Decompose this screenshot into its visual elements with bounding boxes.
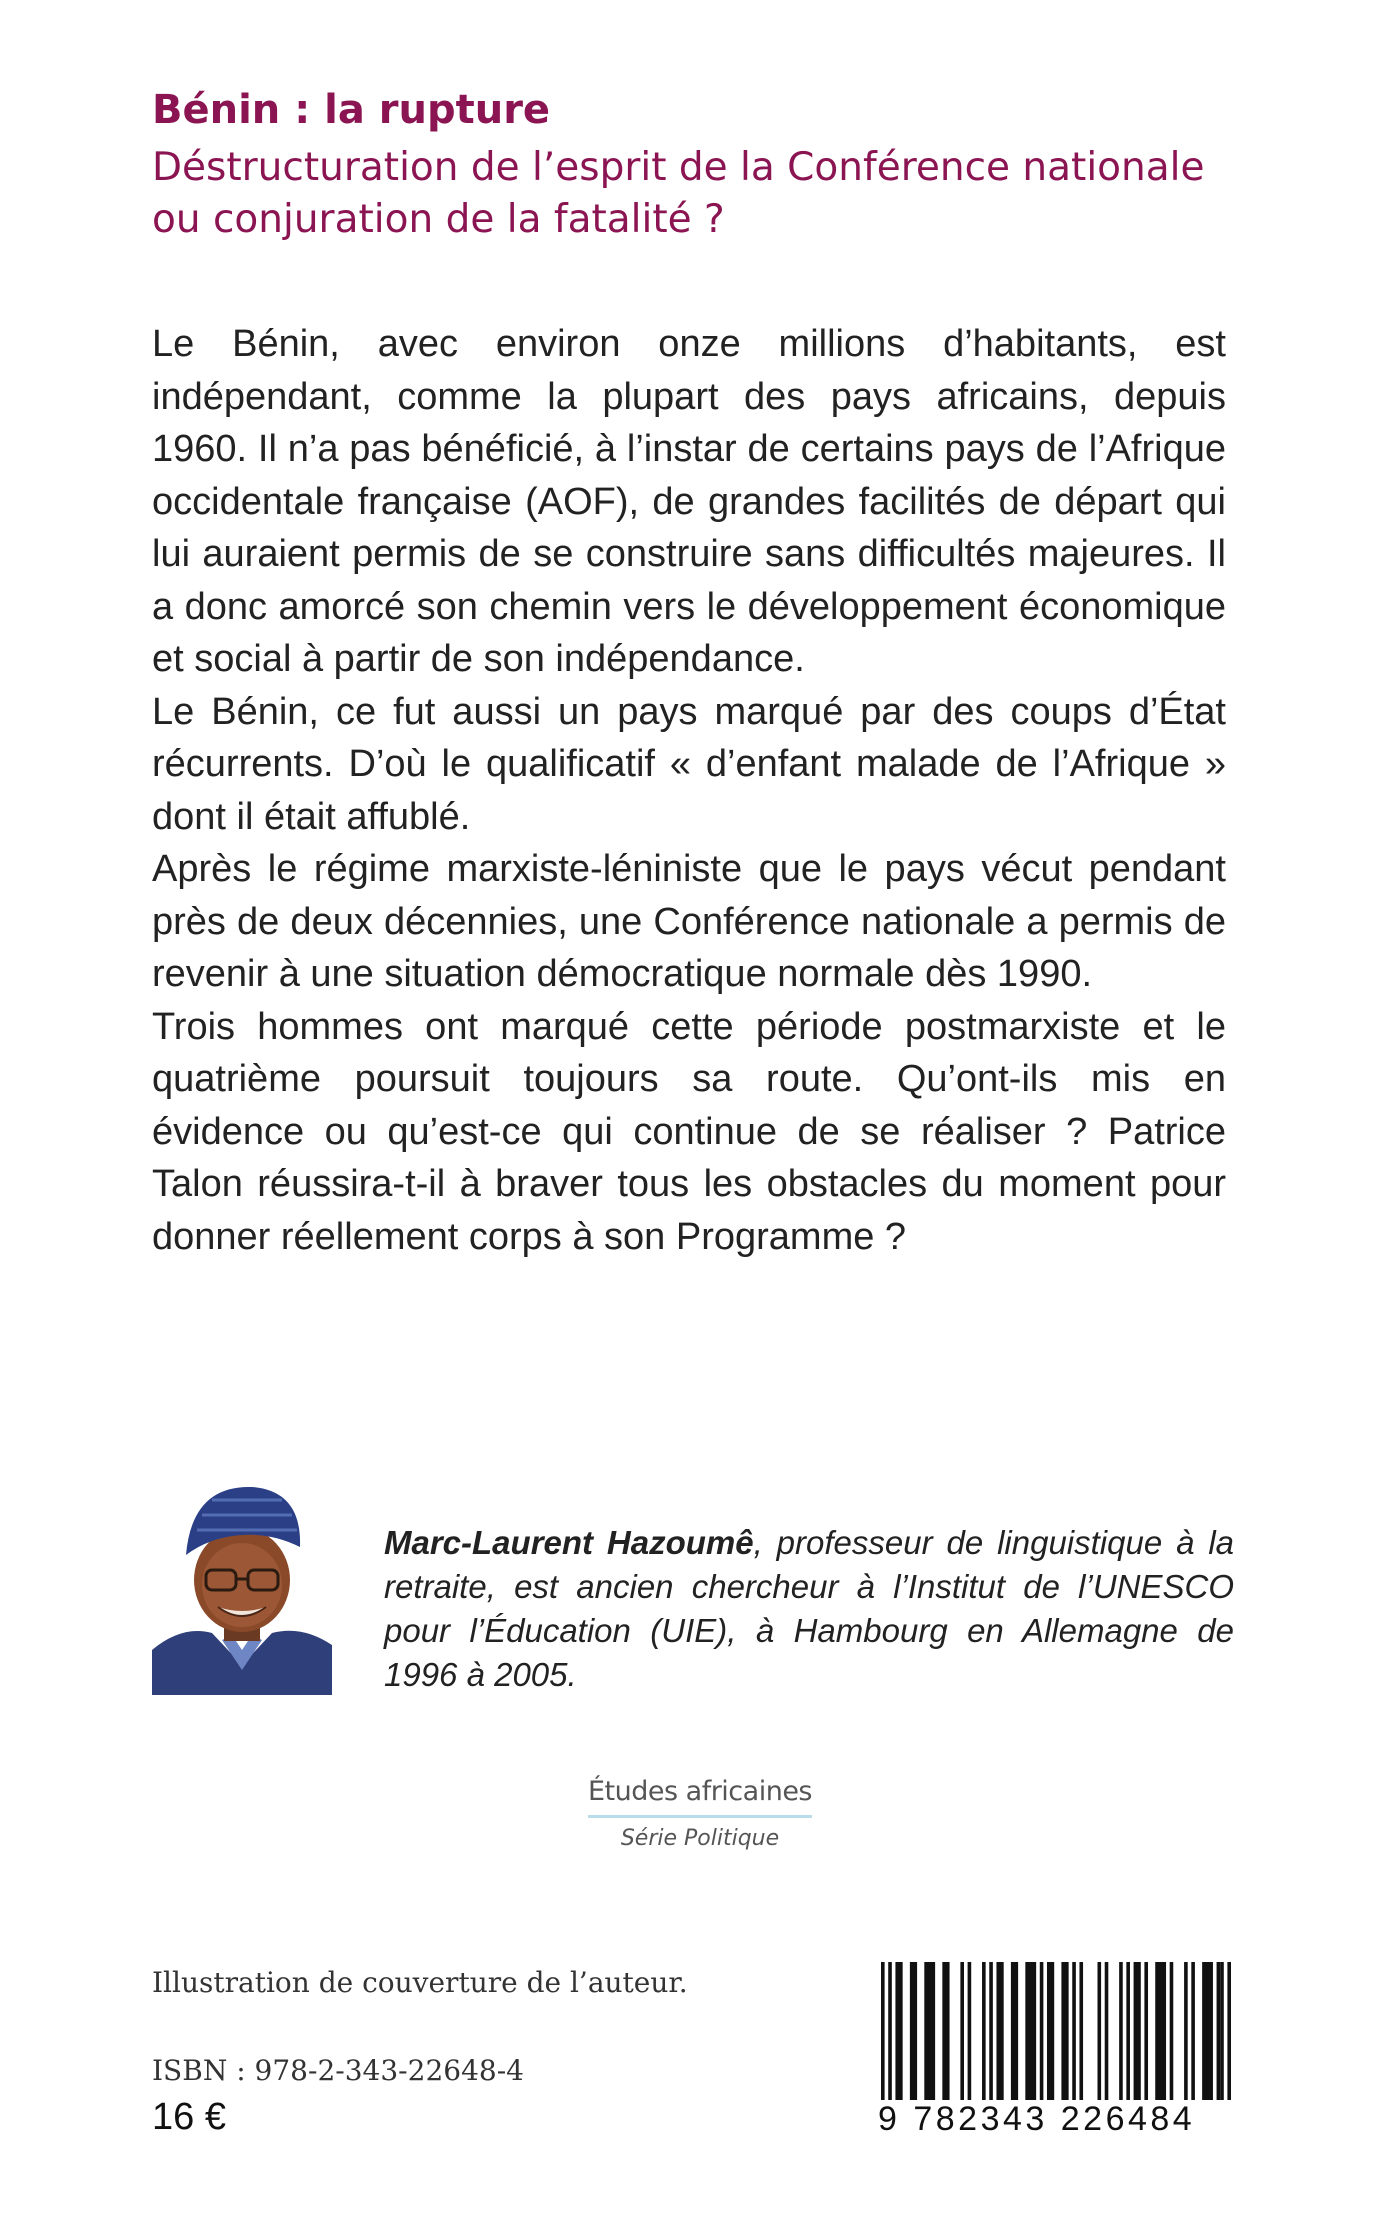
title-block [152, 86, 1272, 246]
barcode-bar [895, 1962, 902, 2107]
barcode-bar [910, 1962, 917, 2107]
illustration-credit: Illustration de couverture de l’auteur. [152, 1966, 688, 1999]
summary-paragraph-1: Le Bénin, avec environ onze millions d’habitants, est indépendant, comme la plupart des pays africains, depuis 1960. Il n’a pas bénéficié, à l’instar de certains pays de l’Afrique occidentale française (AOF), de grandes facilités de départ qui lui auraient permis de se construire sans difficultés majeures. Il a donc amorcé son chemin vers le développement économique et social à partir de son indépendance. [152, 323, 1226, 680]
barcode-bar [1047, 1962, 1054, 2107]
barcode-bar [982, 1962, 986, 2107]
author-name: Marc-Laurent Hazoumê [384, 1524, 754, 1561]
author-photo [152, 1475, 332, 1695]
author-bio [384, 1521, 1234, 1697]
barcode-bar [942, 1962, 949, 2107]
back-cover-summary [152, 318, 1226, 1263]
barcode-bar [1072, 1962, 1076, 2107]
barcode-bar [1227, 1962, 1231, 2107]
series-logo [560, 1776, 840, 1851]
barcode-bar [1202, 1962, 1213, 2107]
barcode-bar [1079, 1962, 1083, 2107]
summary-paragraph-2: Le Bénin, ce fut aussi un pays marqué par des coups d’État récurrents. D’où le qualificatif « d’enfant malade de l’Afrique » dont il était affublé. [152, 690, 1226, 838]
isbn: ISBN : 978-2-343-22648-4 [152, 2054, 524, 2087]
barcode-bar [1155, 1962, 1166, 2107]
barcode-bar [968, 1962, 972, 2107]
barcode-bar [1011, 1962, 1018, 2107]
barcode-bar [1126, 1962, 1130, 2107]
barcode-bar [1119, 1962, 1123, 2107]
summary-paragraph-4: Trois hommes ont marqué cette période postmarxiste et le quatrième poursuit toujours sa route. Qu’ont-ils mis en évidence ou qu’est-ce qui continue de se réaliser ? Patrice Talon réussira-t-il à braver tous les obstacles du moment pour donner réellement corps à son Programme ? [152, 1005, 1226, 1258]
series-name: Études africaines [588, 1776, 812, 1818]
price: 16 € [152, 2096, 226, 2138]
barcode-bar [1191, 1962, 1195, 2107]
barcode-bar [888, 1962, 892, 2107]
barcode-bar [1184, 1962, 1188, 2107]
barcode-bar [1040, 1962, 1044, 2107]
barcode-bar [1220, 1962, 1224, 2107]
barcode-bar [1134, 1962, 1141, 2107]
series-subtitle: Série Politique [620, 1826, 780, 1851]
barcode-bar [996, 1962, 1003, 2107]
barcode-digits: 9 782343 226484 [876, 2100, 1238, 2139]
barcode-bar [1144, 1962, 1148, 2107]
barcode-bar [960, 1962, 964, 2107]
barcode-bar [1061, 1962, 1068, 2107]
barcode-bar [1105, 1962, 1109, 2107]
book-subtitle-line-2: ou conjuration de la fatalité ? [152, 197, 725, 242]
barcode-bar [1025, 1962, 1036, 2107]
barcode-bar [1097, 1962, 1101, 2107]
barcode-bar [1217, 1962, 1221, 2107]
barcode-bar [924, 1962, 935, 2107]
barcode-bar [881, 1962, 885, 2107]
summary-paragraph-3: Après le régime marxiste-léniniste que le pays vécut pendant près de deux décennies, une Conférence nationale a permis de revenir à une situation démocratique normale dès 1990. [152, 848, 1226, 995]
book-title: Bénin : la rupture [152, 87, 551, 133]
barcode-bar [1170, 1962, 1174, 2107]
barcode-bar [989, 1962, 993, 2107]
book-subtitle-line-1: Déstructuration de l’esprit de la Conférence nationale [152, 145, 1205, 190]
author-bio-text: , professeur de linguistique à la retraite, est ancien chercheur à l’Institut de l’UNESCO pour l’Éducation (UIE), à Hambourg en Allemagne de 1996 à 2005. [384, 1524, 1234, 1693]
